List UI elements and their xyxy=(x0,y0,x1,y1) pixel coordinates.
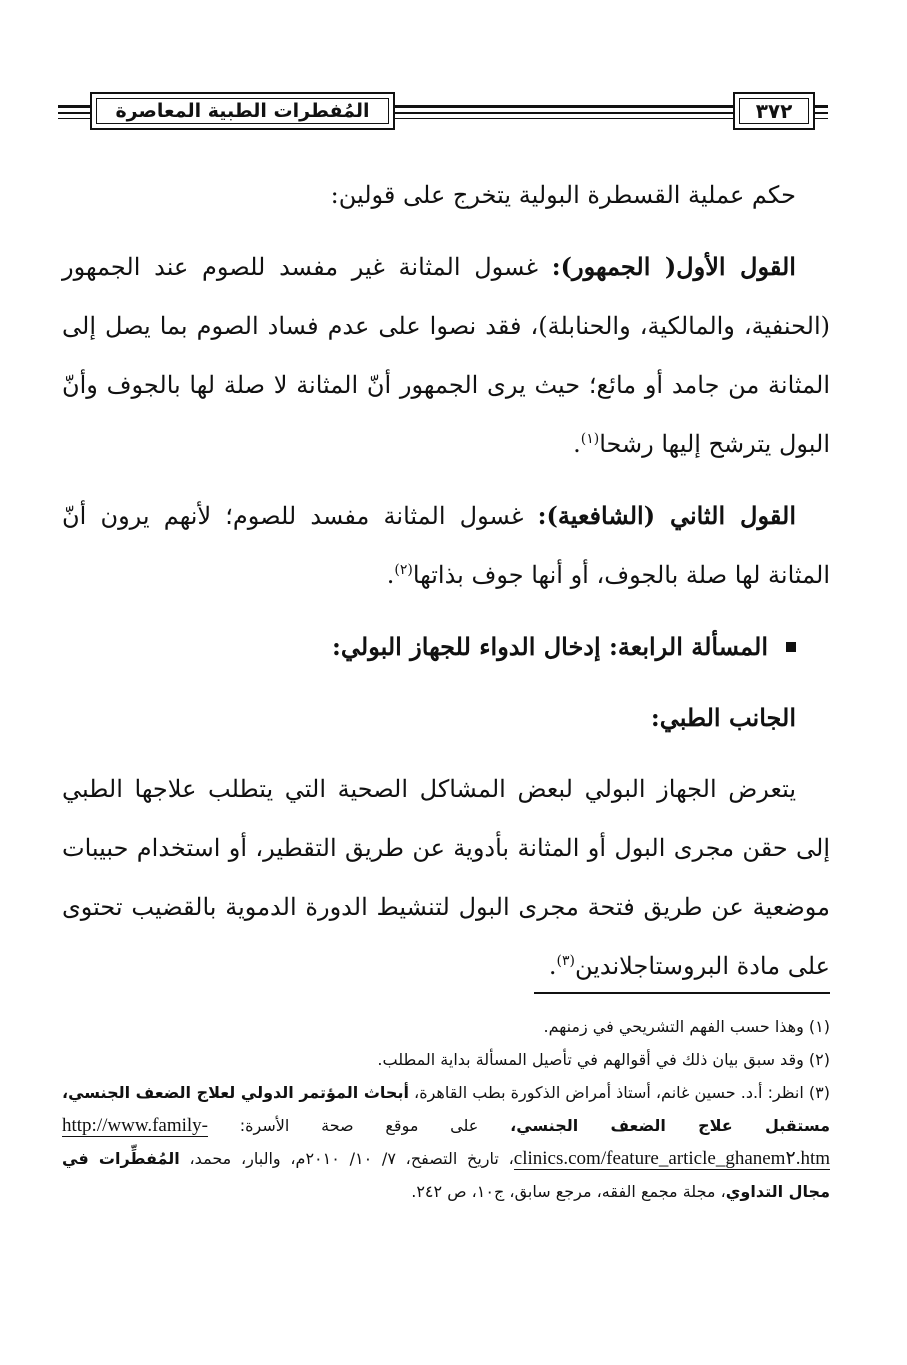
intro-text: حكم عملية القسطرة البولية يتخرج على قولين: xyxy=(330,181,796,209)
footnote-2: (٢) وقد سبق بيان ذلك في أقوالهم في تأصيل المسألة بداية المطلب. xyxy=(377,1050,830,1069)
footnote-3-date: ، تاريخ التصفح، ٧/ ١٠/ ٢٠١٠م، والبار، محمد، xyxy=(179,1149,514,1168)
second-opinion-text: غسول المثانة مفسد للصوم؛ لأنهم يرون أنّ المثانة لها صلة بالجوف، أو أنها جوف بذاتها xyxy=(62,502,830,589)
sentence-end: . xyxy=(386,561,395,589)
first-opinion-paragraph xyxy=(62,237,830,474)
square-bullet-icon xyxy=(786,642,796,652)
second-opinion-paragraph xyxy=(62,486,830,605)
second-opinion-label: القول الثاني (الشافعية): xyxy=(537,501,796,530)
footnote-3-site: على موقع صحة الأسرة: xyxy=(239,1116,511,1135)
page-number: ٣٧٢ xyxy=(755,99,793,123)
sentence-end: . xyxy=(573,430,581,458)
medical-aspect-heading: الجانب الطبي: xyxy=(650,703,796,732)
footnote-3-source: (٣) انظر: أ.د. حسين غانم، أستاذ أمراض الذكورة بطب القاهرة، xyxy=(408,1083,830,1102)
footnote-ref-2[interactable]: (٢) xyxy=(394,562,413,578)
subheading-line xyxy=(62,688,830,748)
intro-paragraph xyxy=(62,166,830,225)
first-opinion-text: غسول المثانة غير مفسد للصوم عند الجمهور (الحنفية، والمالكية، والحنابلة)، فقد نصوا على عدم فساد الصوم بما يصل إلى المثانة من جامد أو مائع؛ حيث يرى الجمهور أنّ المثانة لا صلة لها بالجوف وأنّ البول يترشح إليها رشحا xyxy=(62,253,830,458)
page-header xyxy=(58,92,828,134)
section-heading: المسألة الرابعة: إدخال الدواء للجهاز البولي: xyxy=(332,632,768,661)
footnote-separator xyxy=(534,992,830,994)
running-title-box xyxy=(90,92,395,130)
section-heading-line xyxy=(62,617,830,676)
footnote-3 xyxy=(62,1076,830,1208)
medical-paragraph xyxy=(62,760,830,996)
sentence-end: . xyxy=(548,952,557,980)
footnote-ref-1[interactable]: (١) xyxy=(580,431,600,447)
footnote-3-conference: أبحاث المؤتمر الدولي لعلاج الضعف الجنسي، مستقبل علاج الضعف الجنسي، xyxy=(62,1083,830,1135)
page-number-box xyxy=(733,92,815,130)
footnote-1: (١) وهذا حسب الفهم التشريحي في زمنهم. xyxy=(543,1017,830,1036)
footnotes xyxy=(62,1010,830,1208)
medical-text: يتعرض الجهاز البولي لبعض المشاكل الصحية التي يتطلب علاجها الطبي إلى حقن مجرى البول أو المثانة بأدوية عن طريق التقطير، أو استخدام حبيبات موضعية عن طريق فتحة مجرى البول لتنشيط الدورة الدموية بالقضيب تحتوى على مادة البروستاجلاندين xyxy=(62,775,830,980)
footnote-3-book-title: المُفطِّرات في مجال التداوي xyxy=(62,1149,830,1201)
footnote-ref-3[interactable]: (٣) xyxy=(556,953,575,969)
running-title: المُفطرات الطبية المعاصرة xyxy=(115,100,370,122)
footnote-3-url-link[interactable]: http://www.family-clinics.com/feature_article_ghanem٢.htm xyxy=(62,1115,830,1169)
footnote-3-journal: ، مجلة مجمع الفقه، مرجع سابق، ج١٠، ص ٢٤٢. xyxy=(411,1182,726,1201)
main-text xyxy=(62,166,830,1008)
first-opinion-label: القول الأول( الجمهور): xyxy=(551,252,796,281)
